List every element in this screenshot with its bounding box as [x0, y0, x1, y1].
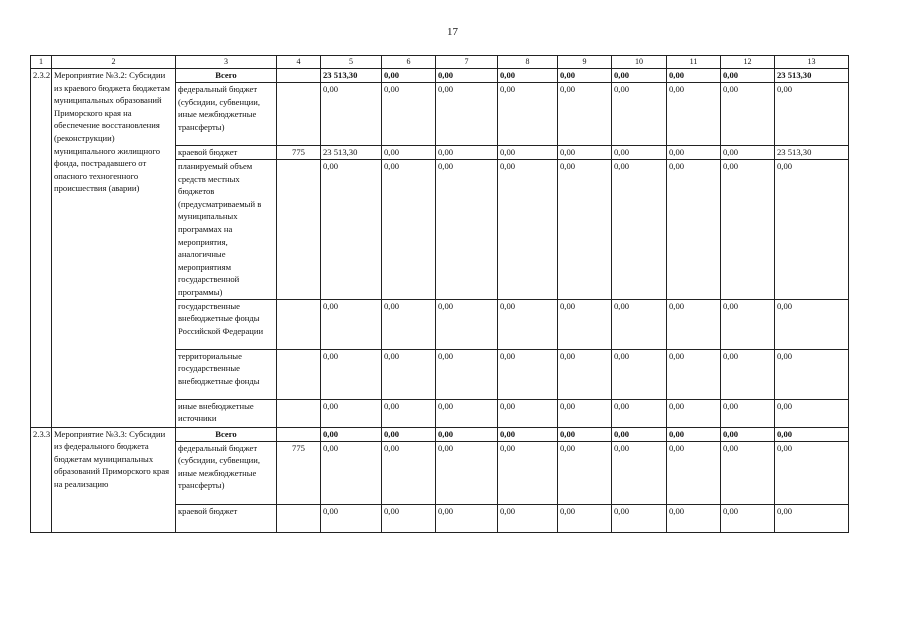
- amount-cell: 23 513,30: [775, 69, 849, 83]
- amount-cell: 0,00: [436, 146, 498, 160]
- amount-cell: 0,00: [321, 349, 382, 399]
- amount-cell: 0,00: [382, 83, 436, 146]
- amount-cell: 0,00: [721, 69, 775, 83]
- amount-cell: 0,00: [667, 299, 721, 349]
- amount-cell: 0,00: [382, 160, 436, 300]
- amount-cell: 0,00: [436, 504, 498, 532]
- amount-cell: 0,00: [382, 504, 436, 532]
- funding-source: Всего: [176, 427, 277, 441]
- column-header: 10: [612, 56, 667, 69]
- amount-cell: 0,00: [436, 299, 498, 349]
- amount-cell: 0,00: [721, 160, 775, 300]
- table-row: [31, 69, 849, 83]
- amount-cell: 0,00: [321, 441, 382, 504]
- amount-cell: 0,00: [612, 399, 667, 427]
- amount-cell: 0,00: [498, 160, 558, 300]
- amount-cell: 0,00: [558, 69, 612, 83]
- budget-code: [277, 504, 321, 532]
- amount-cell: 0,00: [721, 146, 775, 160]
- column-header: 4: [277, 56, 321, 69]
- amount-cell: 0,00: [775, 160, 849, 300]
- budget-code: 775: [277, 146, 321, 160]
- amount-cell: 0,00: [612, 69, 667, 83]
- funding-source: краевой бюджет: [176, 146, 277, 160]
- amount-cell: 0,00: [436, 160, 498, 300]
- funding-source: Всего: [176, 69, 277, 83]
- amount-cell: 23 513,30: [321, 69, 382, 83]
- amount-cell: 0,00: [775, 427, 849, 441]
- amount-cell: 0,00: [721, 441, 775, 504]
- amount-cell: 0,00: [436, 349, 498, 399]
- amount-cell: 0,00: [558, 349, 612, 399]
- amount-cell: 0,00: [498, 504, 558, 532]
- amount-cell: 0,00: [498, 146, 558, 160]
- amount-cell: 0,00: [436, 399, 498, 427]
- measure-code: 2.3.2: [31, 69, 52, 428]
- amount-cell: 0,00: [321, 399, 382, 427]
- header-row: [31, 56, 849, 69]
- amount-cell: 0,00: [667, 83, 721, 146]
- amount-cell: 0,00: [558, 146, 612, 160]
- amount-cell: 0,00: [721, 83, 775, 146]
- measure-name: Мероприятие №3.3: Субсидии из федерального бюджета бюджетам муниципальных образований Приморского края на реализацию: [52, 427, 176, 532]
- amount-cell: 0,00: [436, 69, 498, 83]
- column-header: 13: [775, 56, 849, 69]
- funding-source: федеральный бюджет (субсидии, субвенции, иные межбюджетные трансферты): [176, 83, 277, 146]
- amount-cell: 0,00: [498, 299, 558, 349]
- amount-cell: 0,00: [612, 83, 667, 146]
- budget-code: [277, 299, 321, 349]
- amount-cell: 0,00: [721, 349, 775, 399]
- measure-name: Мероприятие №3.2: Субсидии из краевого бюджета бюджетам муниципальных образований Приморского края на обеспечение восстановления (реконструкции) муниципального жилищного фонда, пострадавшего от опасного техногенного происшествия (аварии): [52, 69, 176, 428]
- budget-code: [277, 427, 321, 441]
- amount-cell: 0,00: [667, 441, 721, 504]
- amount-cell: 0,00: [382, 441, 436, 504]
- amount-cell: 0,00: [382, 399, 436, 427]
- amount-cell: 0,00: [382, 427, 436, 441]
- amount-cell: 0,00: [558, 299, 612, 349]
- column-header: 1: [31, 56, 52, 69]
- amount-cell: 0,00: [436, 83, 498, 146]
- column-header: 5: [321, 56, 382, 69]
- amount-cell: 0,00: [382, 146, 436, 160]
- amount-cell: 0,00: [558, 83, 612, 146]
- amount-cell: 0,00: [558, 441, 612, 504]
- amount-cell: 0,00: [321, 504, 382, 532]
- column-header: 6: [382, 56, 436, 69]
- amount-cell: 0,00: [667, 427, 721, 441]
- amount-cell: 0,00: [321, 160, 382, 300]
- amount-cell: 0,00: [498, 427, 558, 441]
- amount-cell: 0,00: [558, 399, 612, 427]
- amount-cell: 0,00: [321, 427, 382, 441]
- column-header: 12: [721, 56, 775, 69]
- amount-cell: 0,00: [721, 504, 775, 532]
- funding-source: государственные внебюджетные фонды Российской Федерации: [176, 299, 277, 349]
- amount-cell: 0,00: [612, 504, 667, 532]
- amount-cell: 0,00: [612, 349, 667, 399]
- amount-cell: 0,00: [667, 69, 721, 83]
- amount-cell: 0,00: [721, 399, 775, 427]
- funding-source: краевой бюджет: [176, 504, 277, 532]
- budget-code: [277, 349, 321, 399]
- column-header: 2: [52, 56, 176, 69]
- funding-source: планируемый объем средств местных бюджетов (предусматриваемый в муниципальных программах на мероприятия, аналогичные мероприятиям государственной программы): [176, 160, 277, 300]
- amount-cell: 0,00: [436, 441, 498, 504]
- amount-cell: 0,00: [612, 146, 667, 160]
- amount-cell: 0,00: [321, 299, 382, 349]
- amount-cell: 23 513,30: [321, 146, 382, 160]
- budget-code: [277, 83, 321, 146]
- amount-cell: 0,00: [321, 83, 382, 146]
- amount-cell: 0,00: [382, 69, 436, 83]
- amount-cell: 0,00: [382, 299, 436, 349]
- amount-cell: 0,00: [775, 299, 849, 349]
- amount-cell: 0,00: [667, 146, 721, 160]
- amount-cell: 0,00: [558, 504, 612, 532]
- amount-cell: 0,00: [775, 441, 849, 504]
- funding-source: федеральный бюджет (субсидии, субвенции, иные межбюджетные трансферты): [176, 441, 277, 504]
- amount-cell: 0,00: [667, 349, 721, 399]
- budget-code: [277, 399, 321, 427]
- budget-code: 775: [277, 441, 321, 504]
- amount-cell: 0,00: [775, 349, 849, 399]
- budget-code: [277, 69, 321, 83]
- amount-cell: 23 513,30: [775, 146, 849, 160]
- budget-code: [277, 160, 321, 300]
- amount-cell: 0,00: [498, 441, 558, 504]
- amount-cell: 0,00: [612, 441, 667, 504]
- amount-cell: 0,00: [498, 349, 558, 399]
- amount-cell: 0,00: [667, 504, 721, 532]
- amount-cell: 0,00: [775, 83, 849, 146]
- amount-cell: 0,00: [498, 83, 558, 146]
- amount-cell: 0,00: [558, 160, 612, 300]
- funding-source: территориальные государственные внебюджетные фонды: [176, 349, 277, 399]
- budget-table: [30, 55, 849, 533]
- amount-cell: 0,00: [775, 399, 849, 427]
- measure-code: 2.3.3: [31, 427, 52, 532]
- column-header: 3: [176, 56, 277, 69]
- amount-cell: 0,00: [612, 160, 667, 300]
- amount-cell: 0,00: [612, 299, 667, 349]
- column-header: 11: [667, 56, 721, 69]
- funding-source: иные внебюджетные источники: [176, 399, 277, 427]
- amount-cell: 0,00: [667, 399, 721, 427]
- column-header: 7: [436, 56, 498, 69]
- page-number: 17: [447, 26, 458, 38]
- amount-cell: 0,00: [667, 160, 721, 300]
- amount-cell: 0,00: [558, 427, 612, 441]
- amount-cell: 0,00: [721, 299, 775, 349]
- column-header: 9: [558, 56, 612, 69]
- amount-cell: 0,00: [612, 427, 667, 441]
- table-row: [31, 427, 849, 441]
- amount-cell: 0,00: [721, 427, 775, 441]
- amount-cell: 0,00: [498, 69, 558, 83]
- amount-cell: 0,00: [775, 504, 849, 532]
- amount-cell: 0,00: [382, 349, 436, 399]
- column-header: 8: [498, 56, 558, 69]
- amount-cell: 0,00: [436, 427, 498, 441]
- amount-cell: 0,00: [498, 399, 558, 427]
